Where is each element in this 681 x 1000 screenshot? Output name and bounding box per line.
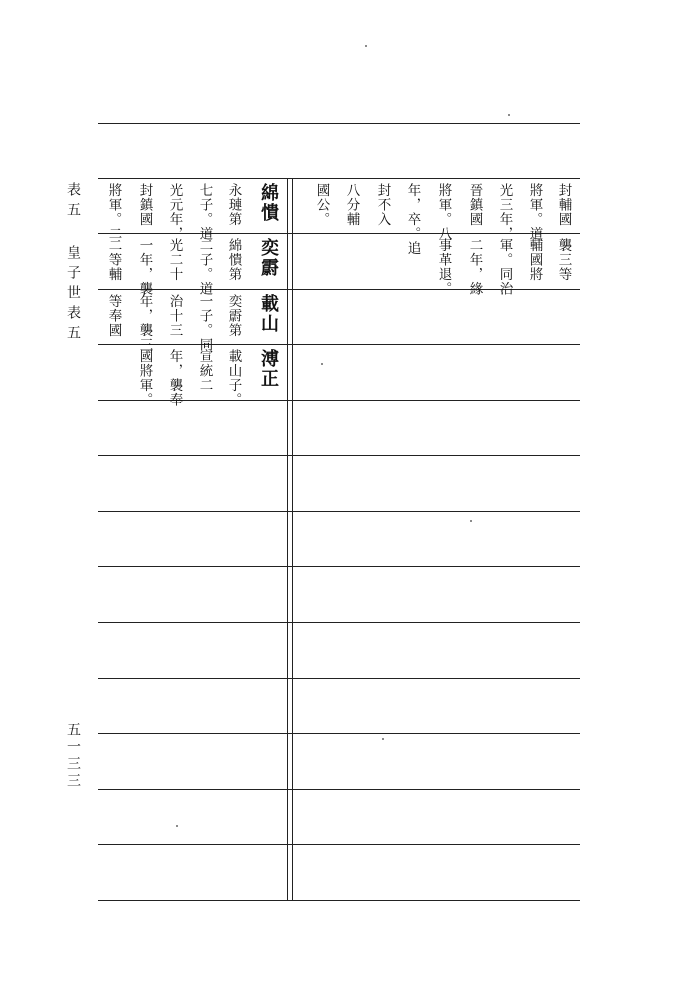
person-name: 奕霨 [258,238,279,278]
column-divider-right [292,178,293,900]
entry-line: 奕霨第 [225,294,242,338]
entry-line: 將軍。道 [526,183,543,241]
entry-line: 將軍。二 [105,183,122,241]
person-name: 載山 [258,294,279,334]
entry-line: 七子。道 [196,183,213,241]
entry-line: 封輔國 [555,183,572,227]
entry-line: 等奉國 [105,294,122,338]
row-rule [98,844,580,845]
entry-line: 封不入 [374,183,391,227]
row-rule [98,566,580,567]
entry-line: 一年，襲 [136,238,153,296]
table-bottom-rule [98,900,580,901]
scan-speck [508,114,510,116]
entry-line: 光元年， [166,183,183,241]
entry-line: 一子。同 [196,294,213,352]
entry-line: 將軍。八 [435,183,452,241]
entry-line: 光二十 [166,238,183,282]
entry-line: 國公。 [313,183,330,227]
page-number: 五一三三 [65,722,81,790]
entry-line: 年，卒。追 [404,183,421,256]
entry-line: 軍。同治 [496,238,513,296]
entry-line: 年，襲三 [136,294,153,352]
row-rule [98,178,580,179]
row-rule [98,455,580,456]
column-divider-left [287,178,288,900]
scan-speck [470,520,472,522]
entry-line: 治十三 [166,294,183,338]
entry-line: 襲三等 [555,238,572,282]
row-rule [98,678,580,679]
row-rule [98,789,580,790]
entry-line: 綿憒第 [225,238,242,282]
row-rule [98,622,580,623]
entry-line: 晉鎮國 [466,183,483,227]
entry-line: 年，襲奉 [166,349,183,407]
entry-line: 事革退。 [435,238,452,296]
row-rule [98,344,580,345]
scan-speck [365,45,367,47]
row-rule [98,733,580,734]
person-name: 綿憒 [258,183,279,223]
table-top-rule [98,123,580,124]
entry-line: 二子。道 [196,238,213,296]
entry-line: 輔國將 [526,238,543,282]
entry-line: 二等輔 [105,238,122,282]
entry-line: 宣統二 [196,349,213,393]
entry-line: 國將軍。 [136,349,153,407]
entry-line: 載山子。 [225,349,242,407]
entry-line: 永璉第 [225,183,242,227]
entry-line: 光三年， [496,183,513,241]
entry-line: 二年，緣 [466,238,483,296]
entry-line: 封鎮國 [136,183,153,227]
scan-speck [382,738,384,740]
person-name: 溥正 [258,349,279,389]
entry-line: 八分輔 [343,183,360,227]
section-label: 表五 [65,182,81,222]
scan-speck [176,825,178,827]
row-rule [98,511,580,512]
table-title: 皇子世表五 [65,245,81,345]
scan-speck [321,363,323,365]
